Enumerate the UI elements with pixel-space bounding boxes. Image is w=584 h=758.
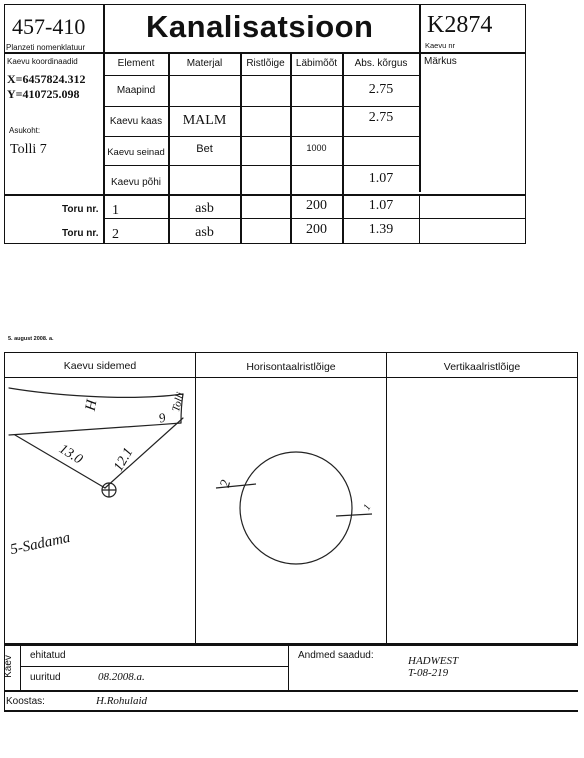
- row-diameter: 1000: [306, 143, 327, 153]
- date-note: 5. august 2008. a.: [8, 336, 54, 342]
- sketch-header-vertical: Vertikaalristlõige: [443, 361, 521, 373]
- building-outline: [9, 388, 183, 397]
- well-id-caption: Kaevu nr: [425, 41, 456, 50]
- row-height: 1.07: [368, 171, 394, 186]
- pipe-height: 1.07: [368, 198, 394, 213]
- row-height: 2.75: [368, 82, 394, 97]
- address-value: Tolli 7: [10, 142, 47, 157]
- data-from-value: HADWEST: [408, 655, 459, 667]
- pipe-diameter: 200: [306, 222, 327, 237]
- data-from-value: T-08-219: [408, 667, 449, 679]
- row-element: Kaevu kaas: [109, 116, 163, 127]
- pipe-label: Toru nr.: [62, 228, 99, 239]
- sketch-header-links: Kaevu sidemed: [63, 360, 137, 372]
- row-material: MALM: [182, 113, 227, 128]
- row-material: Bet: [196, 143, 213, 155]
- pipe-1-mark: [336, 514, 372, 516]
- note-street: Tolli: [170, 390, 187, 414]
- surveyed-value: 08.2008.a.: [98, 671, 145, 683]
- row-height: 2.75: [368, 110, 394, 125]
- row-element: Maapind: [116, 85, 156, 96]
- note-h: H: [81, 397, 99, 412]
- footer-side-label: Kaev: [2, 655, 14, 678]
- pipe-height: 1.39: [368, 222, 394, 237]
- page-title: Kanalisatsioon: [146, 9, 374, 44]
- note-pipe-2: 2: [217, 478, 235, 490]
- note-pipe-1: 1: [361, 502, 374, 513]
- author-label: Koostas:: [6, 696, 45, 707]
- pipe-material: asb: [195, 225, 214, 240]
- row-element: Kaevu seinad: [107, 147, 165, 158]
- well-id: K2874: [427, 12, 493, 38]
- coord-label: Kaevu koordinaadid: [7, 57, 78, 66]
- link-line-a: [15, 435, 105, 488]
- pipe-material: asb: [195, 201, 214, 216]
- horizontal-section: [196, 378, 386, 578]
- col-header-section: Ristlõige: [246, 58, 285, 69]
- author-value: H.Rohulaid: [96, 695, 148, 707]
- sketch-header-horizontal: Horisontaalristlõige: [246, 361, 336, 373]
- note-corner: 5-Sadama: [8, 529, 72, 559]
- coord-y: Y=410725.098: [7, 87, 80, 101]
- note-length-a: 13.0: [56, 441, 85, 468]
- col-header-material: Materjal: [186, 58, 223, 69]
- note-length-b: 12.1: [111, 445, 137, 475]
- surveyed-label: uuritud: [30, 672, 61, 683]
- col-header-diameter: Läbimõõt: [295, 58, 338, 69]
- building-edge: [9, 423, 181, 435]
- sheet-caption: Planzeti nomenklatuur: [6, 43, 86, 52]
- data-from-label: Andmed saadud:: [298, 650, 374, 661]
- pipe-diameter: 200: [306, 198, 327, 213]
- row-element: Kaevu põhi: [110, 177, 162, 188]
- note-nine: 9: [157, 409, 168, 426]
- pipe-label: Toru nr.: [62, 204, 99, 215]
- col-header-notes: Märkus: [424, 56, 457, 67]
- well-circle: [240, 452, 352, 564]
- built-label: ehitatud: [30, 650, 66, 661]
- address-label: Asukoht:: [9, 126, 41, 135]
- coord-x: X=6457824.312: [7, 72, 86, 86]
- link-line-b: [105, 418, 183, 488]
- col-header-height: Abs. kõrgus: [354, 58, 408, 69]
- sheet-number: 457-410: [12, 14, 86, 39]
- pipe-number: 2: [112, 227, 119, 242]
- col-header-element: Element: [117, 58, 155, 69]
- pipe-number: 1: [112, 203, 119, 218]
